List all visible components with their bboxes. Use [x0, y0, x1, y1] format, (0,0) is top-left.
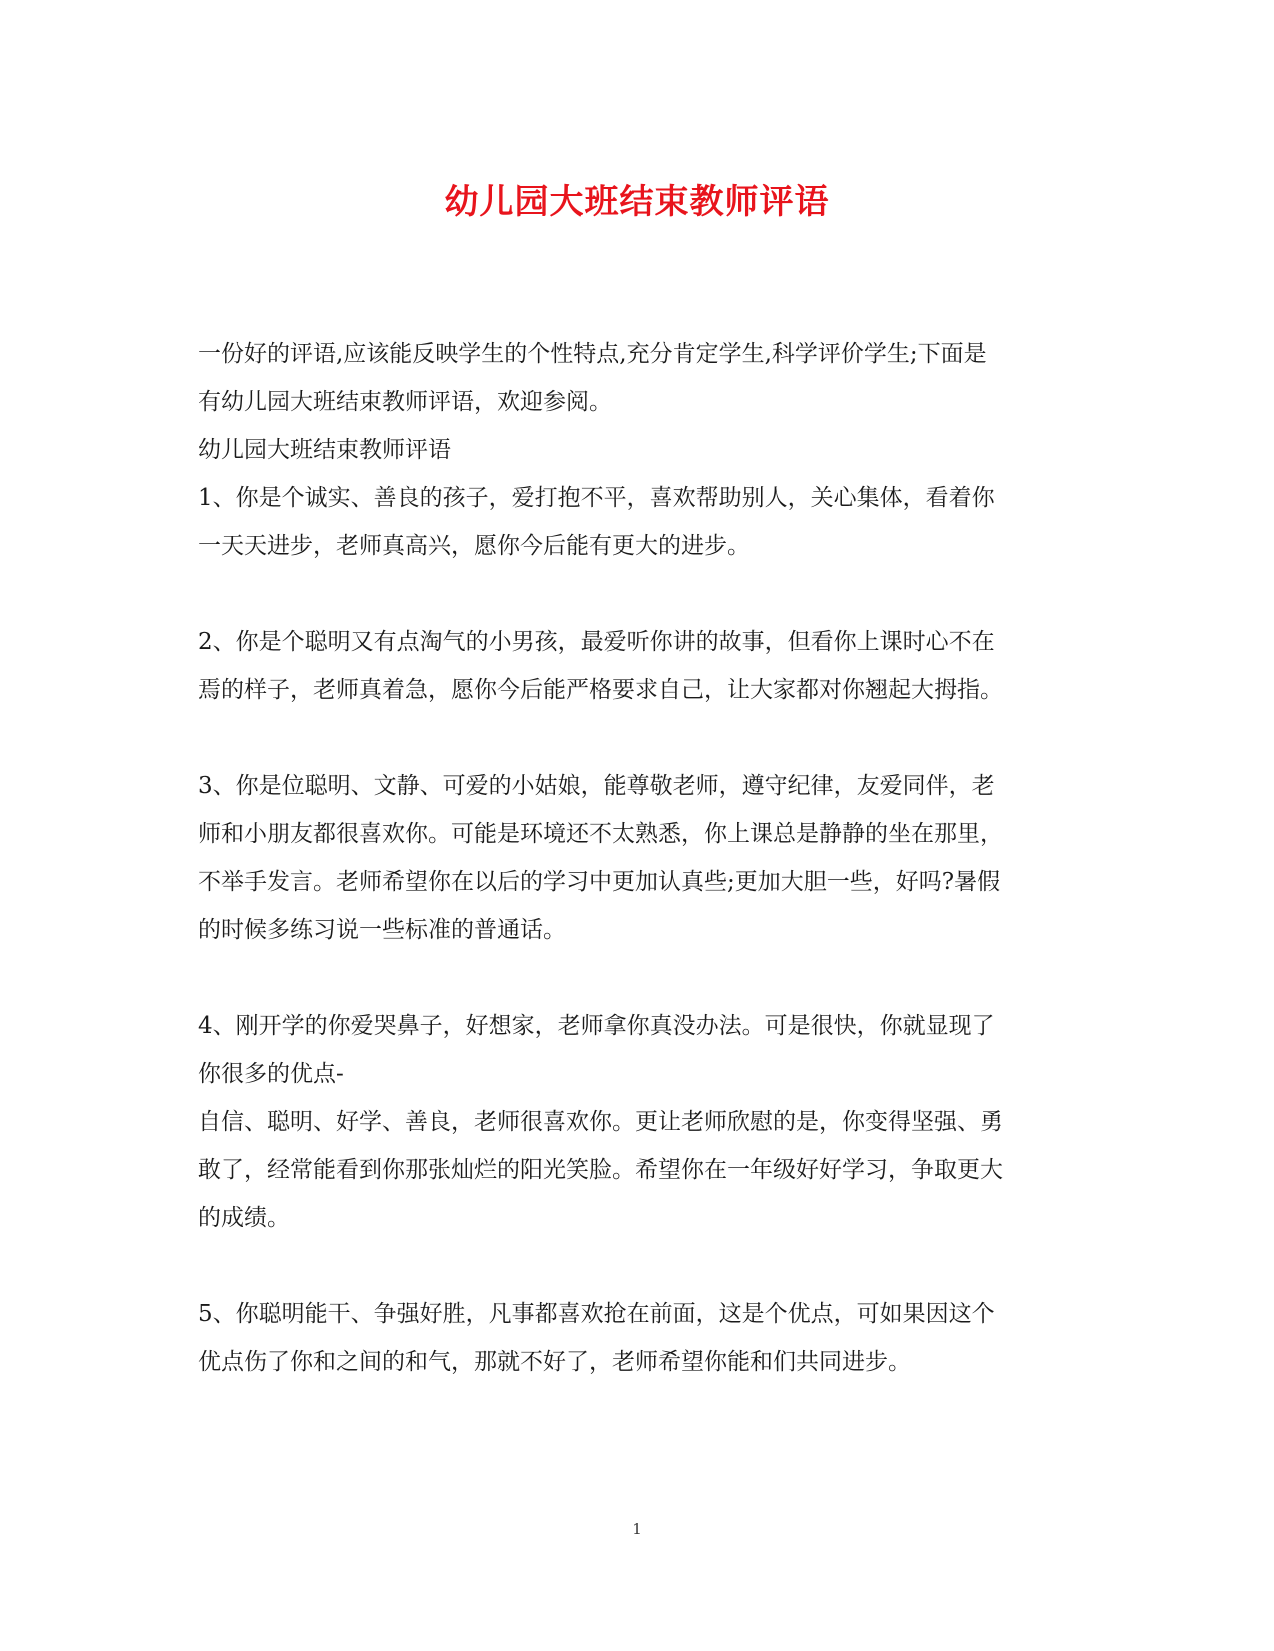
- paragraph-1: [198, 474, 1078, 570]
- paragraph-line: 优点伤了你和之间的和气，那就不好了，老师希望你能和们共同进步。: [198, 1349, 911, 1375]
- document-body: [198, 330, 1078, 1386]
- paragraph-spacer: [198, 1242, 1078, 1290]
- paragraph-line: 4、刚开学的你爱哭鼻子，好想家，老师拿你真没办法。可是很快，你就显现了: [198, 1013, 995, 1039]
- paragraph-spacer: [198, 714, 1078, 762]
- intro-line: 一份好的评语,应该能反映学生的个性特点,充分肯定学生,科学评价学生;下面是: [198, 341, 987, 367]
- paragraph-spacer: [198, 570, 1078, 618]
- paragraph-line: 1、你是个诚实、善良的孩子，爱打抱不平，喜欢帮助别人，关心集体，看着你: [198, 485, 995, 511]
- paragraph-4: [198, 1002, 1078, 1242]
- paragraph-line: 一天天进步，老师真高兴，愿你今后能有更大的进步。: [198, 533, 750, 559]
- paragraph-line: 敢了，经常能看到你那张灿烂的阳光笑脸。希望你在一年级好好学习，争取更大: [198, 1157, 1003, 1183]
- paragraph-line: 师和小朋友都很喜欢你。可能是环境还不太熟悉，你上课总是静静的坐在那里，: [198, 821, 1003, 847]
- paragraph-3: [198, 762, 1078, 954]
- paragraph-line: 不举手发言。老师希望你在以后的学习中更加认真些;更加大胆一些，好吗?暑假: [198, 869, 1001, 895]
- document-title: 幼儿园大班结束教师评语: [444, 182, 830, 222]
- section-subtitle: 幼儿园大班结束教师评语: [198, 437, 451, 463]
- paragraph-spacer: [198, 954, 1078, 1002]
- paragraph-line: 5、你聪明能干、争强好胜，凡事都喜欢抢在前面，这是个优点，可如果因这个: [198, 1301, 995, 1327]
- paragraph-line: 2、你是个聪明又有点淘气的小男孩，最爱听你讲的故事，但看你上课时心不在: [198, 629, 995, 655]
- paragraph-line: 自信、聪明、好学、善良，老师很喜欢你。更让老师欣慰的是，你变得坚强、勇: [198, 1109, 1003, 1135]
- paragraph-line: 3、你是位聪明、文静、可爱的小姑娘，能尊敬老师，遵守纪律，友爱同伴，老: [198, 773, 995, 799]
- paragraph-2: [198, 618, 1078, 714]
- paragraph-line: 的成绩。: [198, 1205, 290, 1231]
- paragraph-line: 你很多的优点-: [198, 1061, 344, 1087]
- paragraph-line: 的时候多练习说一些标准的普通话。: [198, 917, 566, 943]
- page-number: 1: [632, 1520, 642, 1538]
- intro-line: 有幼儿园大班结束教师评语，欢迎参阅。: [198, 389, 612, 415]
- paragraph-5: [198, 1290, 1078, 1386]
- paragraph-line: 焉的样子，老师真着急，愿你今后能严格要求自己，让大家都对你翘起大拇指。: [198, 677, 1003, 703]
